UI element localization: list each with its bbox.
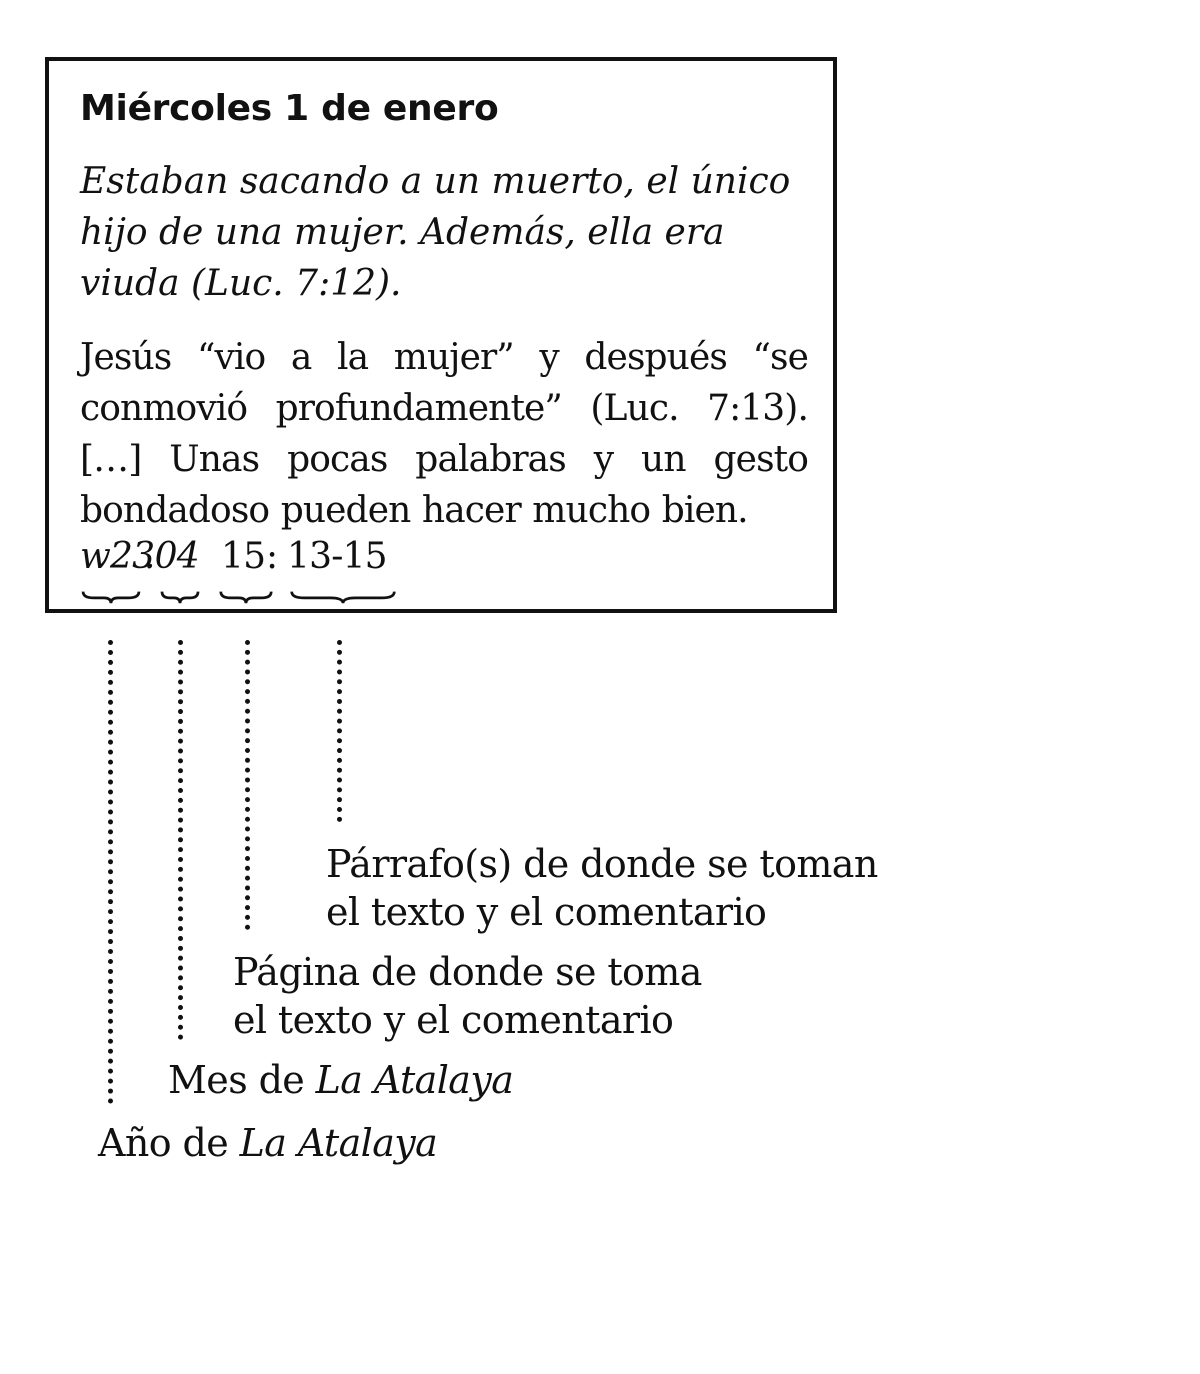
year-label-publication: La Atalaya — [239, 1121, 438, 1165]
page-label-line2: el texto y el comentario — [233, 998, 674, 1042]
entry-date-heading: Miércoles 1 de enero — [80, 88, 499, 129]
paragraph-brace — [284, 588, 402, 606]
month-brace — [158, 588, 202, 606]
year-brace — [78, 588, 144, 606]
scripture-text: Estaban sacando a un muerto, el único hijo de una mujer. Además, ella era viuda (Luc. 7:12). — [80, 161, 791, 304]
reference-month: .04 — [144, 536, 199, 577]
paragraphs-label-line2: el texto y el comentario — [326, 890, 767, 934]
reference-year: w23 — [80, 536, 155, 577]
reference-separator: : — [266, 536, 278, 577]
month-label-publication: La Atalaya — [315, 1058, 514, 1102]
month-label-prefix: Mes de — [168, 1058, 316, 1102]
reference-page: 15 — [221, 536, 266, 577]
comment-text: Jesús “vio a la mujer” y después “se conmovió profundamente” (Luc. 7:13). […] Unas pocas palabras y un gesto bondadoso pueden hacer mucho bien. — [80, 337, 808, 531]
reference-paragraphs: 13-15 — [287, 536, 387, 577]
paragraph-dotted-leader — [337, 640, 343, 822]
year-dotted-leader — [108, 640, 114, 1104]
page-dotted-leader — [245, 640, 251, 930]
paragraphs-label-line1: Párrafo(s) de donde se toman — [326, 842, 878, 886]
year-label — [98, 1119, 437, 1167]
page-label-line1: Página de donde se toma — [233, 950, 702, 994]
year-label-prefix: Año de — [98, 1121, 240, 1165]
month-label — [168, 1056, 513, 1104]
month-dotted-leader — [178, 640, 184, 1040]
page-brace — [216, 588, 276, 606]
